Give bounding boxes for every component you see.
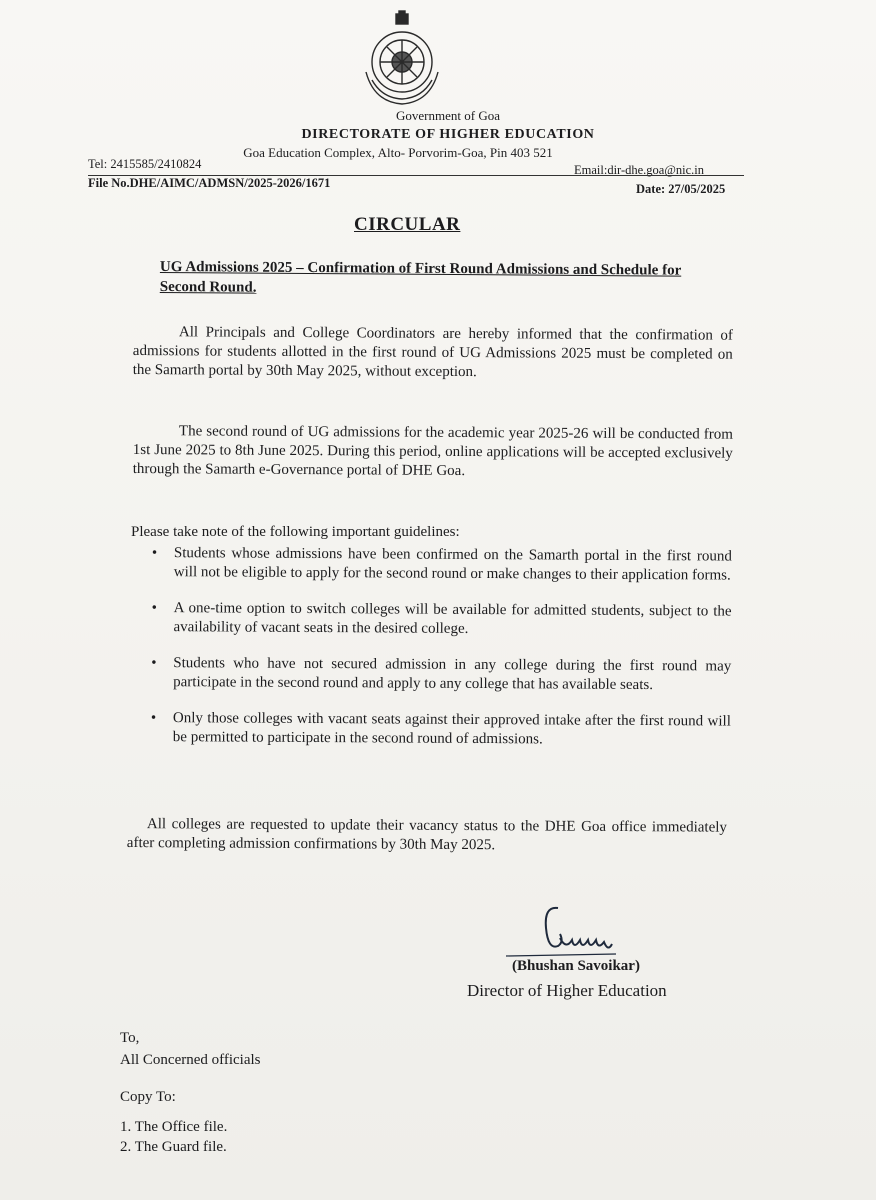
signatory-designation: Director of Higher Education [467, 981, 667, 1000]
file-number: File No.DHE/AIMC/ADMSN/2025-2026/1671 [88, 176, 331, 190]
to-recipient: All Concerned officials [120, 1052, 261, 1068]
bullet-icon: • [151, 545, 158, 562]
bullet-icon: • [151, 655, 157, 672]
copy-to-item: 1. The Office file. [120, 1119, 228, 1135]
guidelines-list [149, 544, 732, 768]
letterhead-email: Email:dir-dhe.goa@nic.in [574, 163, 704, 177]
letterhead-telephone: Tel: 2415585/2410824 [88, 157, 202, 171]
document-title: CIRCULAR [354, 214, 461, 235]
signatory-name: (Bhushan Savoikar) [512, 958, 640, 974]
letterhead-address: Goa Education Complex, Alto- Porvorim-Goa, Pin 403 521 [243, 145, 553, 160]
circular-date: Date: 27/05/2025 [636, 182, 726, 196]
copy-to-item: 2. The Guard file. [120, 1139, 227, 1155]
guideline-item: • Students whose admissions have been confirmed on the Samarth portal in the first round will not be eligible to apply for the second round or make changes to their application forms. [151, 545, 732, 584]
closing-paragraph: All colleges are requested to update their vacancy status to the DHE Goa office immediately after completing admission confirmations by 30th May 2025. [126, 816, 727, 854]
guideline-item: • Only those colleges with vacant seats against their approved intake after the first round will be permitted to participate in the second round of admissions. [150, 710, 731, 748]
to-label: To, [120, 1030, 140, 1046]
bullet-icon: • [150, 710, 157, 727]
copy-to-label: Copy To: [120, 1089, 176, 1105]
bullet-icon: • [151, 600, 157, 617]
guidelines-intro: Please take note of the following important guidelines: [131, 524, 460, 540]
letterhead-directorate: DIRECTORATE OF HIGHER EDUCATION [301, 127, 595, 142]
paragraph-first-round: All Principals and College Coordinators are hereby informed that the confirmation of admissions for students allotted in the first round of UG Admissions 2025 must be completed on the Samarth portal by 30th May 2025, without exception. [132, 324, 733, 381]
subject-line: UG Admissions 2025 – Confirmation of First Round Admissions and Schedule for Second Round. [159, 258, 682, 296]
letterhead-government: Government of Goa [396, 108, 500, 123]
guideline-item: • A one-time option to switch colleges will be available for admitted students, subject to the availability of vacant seats in the desired college. [151, 600, 732, 637]
goa-state-emblem-icon [352, 10, 452, 110]
copy-to-list [120, 1117, 227, 1157]
paragraph-second-round: The second round of UG admissions for the academic year 2025-26 will be conducted from 1st June 2025 to 8th June 2025. During this period, online applications will be accepted exclusively through the Samarth e-Governance portal of DHE Goa. [132, 423, 733, 480]
guideline-item: • Students who have not secured admission in any college during the first round may participate in the second round and apply to any college that has available seats. [151, 655, 732, 694]
